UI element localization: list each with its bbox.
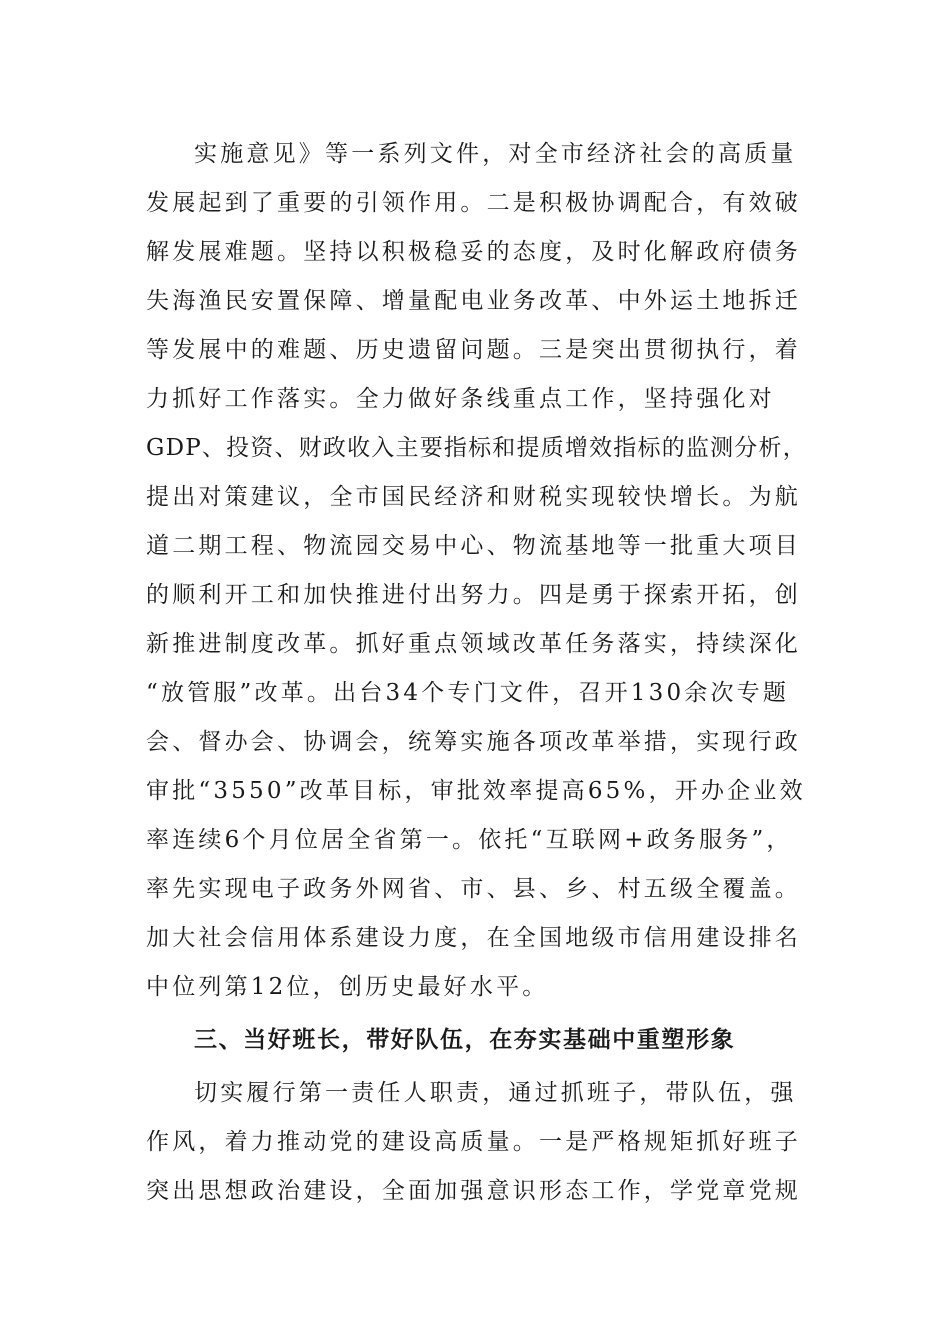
paragraph-line: 中位列第12位，创历史最好水平。: [146, 974, 549, 1000]
paragraph-line: 突出思想政治建设，全面加强意识形态工作，学党章党规: [146, 1178, 801, 1204]
paragraph-line: 的顺利开工和加快推进付出努力。四是勇于探索开拓，创: [146, 582, 801, 608]
paragraph-line: 会、督办会、协调会，统筹实施各项改革举措，实现行政: [146, 729, 801, 755]
paragraph-line: 审批“3550”改革目标，审批效率提高65%，开办企业效: [146, 778, 806, 804]
paragraph-line: 加大社会信用体系建设力度，在全国地级市信用建设排名: [146, 925, 801, 951]
paragraph-line: 切实履行第一责任人职责，通过抓班子，带队伍，强: [194, 1080, 797, 1106]
paragraph-line: “放管服”改革。出台34个专门文件，召开130余次专题: [146, 680, 790, 706]
paragraph-line: 作风，着力推动党的建设高质量。一是严格规矩抓好班子: [146, 1129, 801, 1155]
paragraph-line: 率连续6个月位居全省第一。依托“互联网+政务服务”，: [146, 827, 793, 853]
paragraph-line: 提出对策建议，全市国民经济和财税实现较快增长。为航: [146, 484, 801, 510]
paragraph-line: 率先实现电子政务外网省、市、县、乡、村五级全覆盖。: [146, 876, 801, 902]
paragraph-line: 新推进制度改革。抓好重点领域改革任务落实，持续深化: [146, 631, 801, 657]
paragraph-line: 力抓好工作落实。全力做好条线重点工作，坚持强化对: [146, 386, 775, 412]
paragraph-line: 实施意见》等一系列文件，对全市经济社会的高质量: [194, 141, 797, 167]
paragraph-line: 发展起到了重要的引领作用。二是积极协调配合，有效破: [146, 190, 801, 216]
paragraph-line: 道二期工程、物流园交易中心、物流基地等一批重大项目: [146, 533, 801, 559]
paragraph-line: GDP、投资、财政收入主要指标和提质增效指标的监测分析，: [146, 435, 807, 461]
paragraph-line: 解发展难题。坚持以积极稳妥的态度，及时化解政府债务: [146, 239, 801, 265]
paragraph-line: 等发展中的难题、历史遗留问题。三是突出贯彻执行，着: [146, 337, 801, 363]
paragraph-line: 失海渔民安置保障、增量配电业务改革、中外运土地拆迁: [146, 288, 801, 314]
section-heading: 三、当好班长，带好队伍，在夯实基础中重塑形象: [194, 1027, 736, 1053]
